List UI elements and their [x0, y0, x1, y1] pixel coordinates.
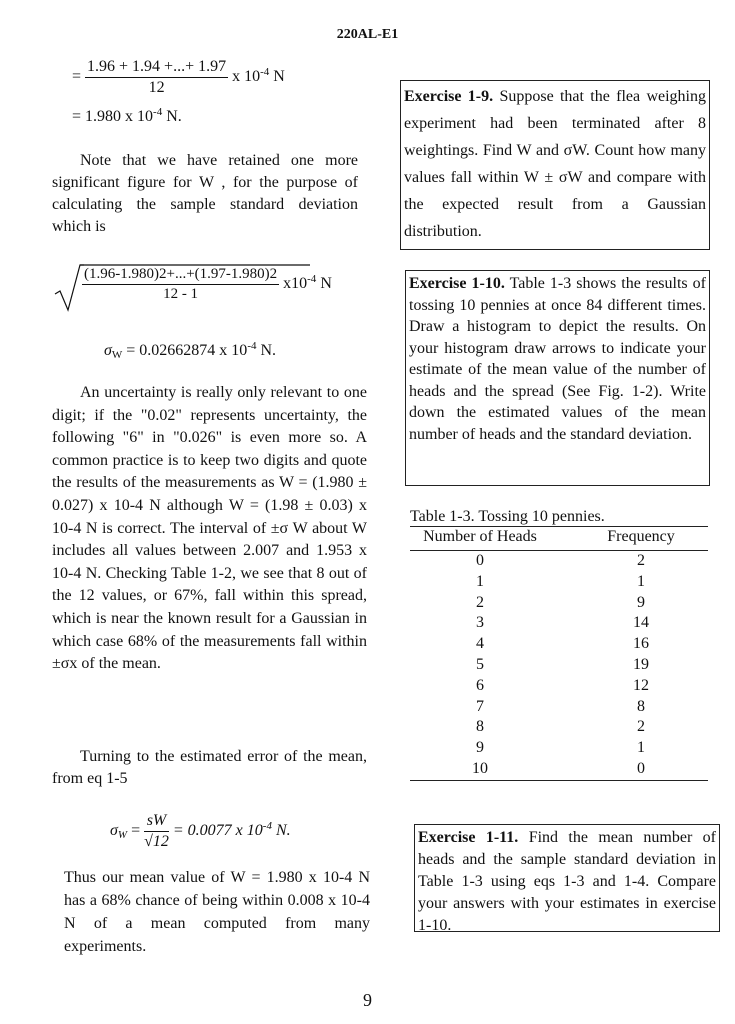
exercise-1-10-title: Exercise 1-10.: [409, 275, 505, 292]
cell-frequency: 14: [633, 614, 649, 632]
exercise-1-9-box: [400, 80, 710, 250]
sd-denominator: 12 - 1: [163, 286, 199, 302]
mean-equation: [72, 58, 285, 97]
mean-exponent: -4: [260, 66, 270, 79]
table-row: [410, 614, 708, 635]
cell-frequency: 0: [637, 760, 645, 777]
header-number-of-heads: Number of Heads: [423, 528, 537, 545]
cell-number-of-heads: 6: [476, 676, 484, 694]
table-row: [410, 552, 708, 573]
exercise-1-9-title: Exercise 1-9.: [404, 88, 494, 105]
mean-denominator: 12: [148, 79, 165, 96]
equals-sign: =: [72, 68, 86, 86]
sd-unit: N: [316, 275, 332, 293]
uncertainty-text: An uncertainty is really only relevant to one digit; if the "0.02" represents uncertainty, the following "6" in "0.026" is even more so. A common practice is to keep two digits and quote the results of the measurements as W = (1.980 ± 0.027) x 10-4 N although W = (1.98 ± 0.03) x 10-4 N is correct. The interval of ±σ W about W includes all values between 2.007 and 1.953 x 10-4 N. Checking Table 1-2, we see that 8 out of the 12 values, or 67%, fall within this spread, which is near the known result for a Gaussian in which case 68% of the measurements fall within ±σx of the mean.: [52, 384, 367, 673]
exercise-1-11-title: Exercise 1-11.: [418, 829, 519, 846]
table-row: [410, 677, 708, 698]
mean-factor: x 10: [232, 68, 261, 86]
note-paragraph: [52, 150, 358, 238]
cell-number-of-heads: 0: [476, 552, 484, 569]
mean-result-unit: N.: [162, 108, 182, 125]
cell-frequency: 8: [637, 697, 645, 715]
table-top-rule: [410, 526, 708, 527]
error-equals: =: [131, 822, 145, 840]
mean-result: [72, 106, 182, 126]
cell-frequency: 2: [637, 552, 645, 569]
cell-frequency: 19: [633, 656, 649, 673]
table-1-3: [410, 508, 708, 784]
error-exponent: -4: [262, 820, 272, 833]
sqrt-symbol-icon: [54, 264, 84, 312]
table-bottom-rule: [410, 780, 708, 781]
thus-paragraph: [64, 866, 370, 958]
sqrt-overline: [80, 264, 310, 266]
page-number: 9: [363, 990, 372, 1010]
mean-numerator: 1.96 + 1.94 +...+ 1.97: [85, 58, 228, 78]
sigma-equation: [104, 340, 276, 361]
cell-number-of-heads: 1: [476, 572, 484, 590]
table-row: [410, 656, 708, 677]
sd-fraction: [82, 266, 279, 303]
sigma-value: = 0.02662874 x 10: [122, 342, 248, 359]
error-fraction: [144, 812, 169, 851]
table-row: [410, 594, 708, 615]
sigma-subscript: W: [111, 349, 123, 361]
table-row: [410, 718, 708, 739]
note-text: Note that we have retained one more significant figure for W , for the purpose of calculating the sample standard deviation which is: [52, 152, 358, 235]
cell-number-of-heads: 9: [476, 739, 484, 757]
thus-text: Thus our mean value of W = 1.980 x 10-4 N has a 68% chance of being within 0.008 x 10-4 N of a mean computed from many experiments.: [64, 869, 370, 955]
cell-frequency: 9: [637, 593, 645, 611]
table-row: [410, 698, 708, 719]
table-row: [410, 635, 708, 656]
mean-result-value: = 1.980 x 10: [72, 108, 154, 125]
cell-frequency: 1: [637, 739, 645, 757]
mean-result-exponent: -4: [153, 106, 163, 118]
cell-number-of-heads: 7: [476, 697, 484, 715]
cell-number-of-heads: 3: [476, 614, 484, 632]
sd-exponent: -4: [307, 273, 317, 286]
cell-frequency: 1: [637, 572, 645, 590]
turning-paragraph: [52, 746, 367, 790]
mean-unit: N: [269, 68, 285, 86]
page-header: 220AL-E1: [336, 27, 399, 42]
header-frequency: Frequency: [607, 528, 675, 545]
cell-frequency: 2: [637, 718, 645, 736]
sd-numerator: (1.96-1.980)2+...+(1.97-1.980)2: [82, 266, 279, 285]
table-header-rule: [410, 550, 708, 551]
sd-equation: [54, 266, 332, 303]
uncertainty-paragraph: [52, 382, 367, 676]
sigma-symbol: σ: [104, 342, 112, 359]
cell-number-of-heads: 4: [476, 635, 484, 653]
sd-factor: x10: [283, 275, 308, 293]
cell-number-of-heads: 10: [472, 760, 488, 777]
exercise-1-9-text: Suppose that the flea weighing experiment had been terminated after 8 weightings. Find W and σW. Count how many values fall within W ± σW and compare with the expected result from a Gaussian distribution.: [404, 88, 706, 240]
sigma-exponent: -4: [247, 340, 257, 352]
sigma-unit: N.: [256, 342, 277, 359]
mean-fraction: [85, 58, 228, 97]
cell-number-of-heads: 8: [476, 718, 484, 736]
error-sigma: σ: [110, 822, 118, 840]
exercise-1-11-box: [414, 824, 720, 932]
cell-frequency: 16: [633, 635, 649, 653]
table-row: [410, 760, 708, 781]
exercise-1-10-text: Table 1-3 shows the results of tossing 10 pennies at once 84 different times. Draw a histogram to depict the results. On your histogram draw arrows to indicate your estimate of the mean value of the number of heads and the spread (See Fig. 1-2). Write down the estimated values of the mean number of heads and the standard deviation.: [409, 275, 707, 443]
error-unit: N.: [271, 822, 291, 840]
error-equation: [110, 812, 291, 851]
error-denominator: √12: [144, 833, 169, 850]
error-sigma-subscript: W: [117, 829, 128, 842]
error-rhs: = 0.0077 x 10: [172, 822, 263, 840]
table-row: [410, 739, 708, 760]
cell-number-of-heads: 5: [476, 656, 484, 673]
error-numerator: sW: [144, 812, 169, 832]
cell-number-of-heads: 2: [476, 593, 484, 611]
cell-frequency: 12: [633, 676, 649, 694]
table-row: [410, 573, 708, 594]
exercise-1-10-box: [405, 270, 710, 486]
table-header-row: [410, 528, 708, 550]
turning-text: Turning to the estimated error of the mean, from eq 1-5: [52, 748, 367, 787]
exercise-1-11-text: Find the mean number of heads and the sample standard deviation in Table 1-3 using eqs 1-3 and 1-4. Compare your answers with your estimates in exercise 1-10.: [418, 829, 716, 934]
table-caption: Table 1-3. Tossing 10 pennies.: [410, 508, 605, 525]
